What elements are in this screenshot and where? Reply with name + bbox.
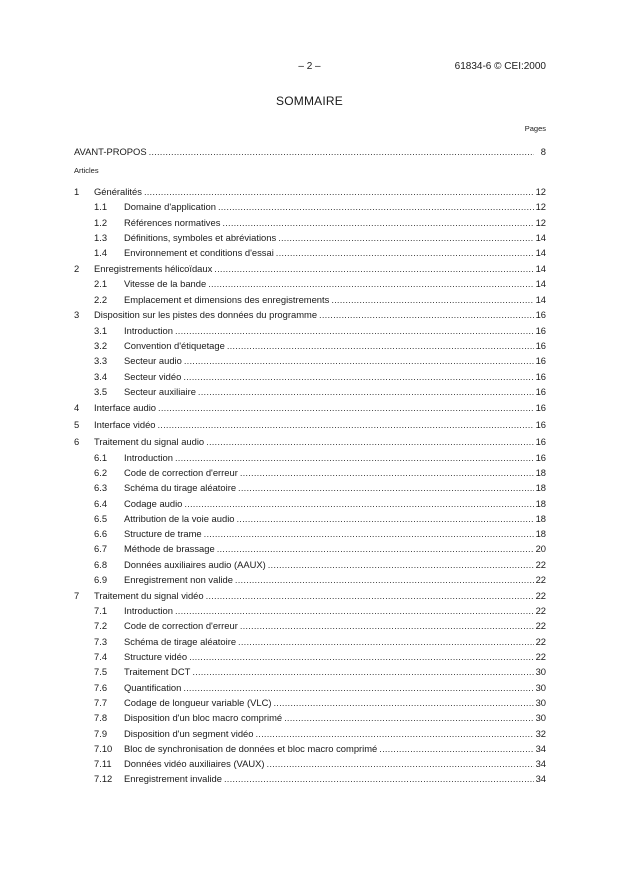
toc-entry-label: Traitement du signal vidéo bbox=[94, 589, 204, 601]
toc-entry-page: 12 bbox=[535, 216, 546, 228]
toc-entry[interactable] bbox=[74, 246, 546, 259]
toc-entry-page: 16 bbox=[535, 370, 546, 382]
toc-entry[interactable] bbox=[74, 293, 546, 306]
dot-leader bbox=[183, 370, 533, 383]
toc-entry-number: 2.2 bbox=[94, 293, 108, 305]
dot-leader bbox=[278, 231, 533, 244]
toc-entry-number: 6.2 bbox=[94, 466, 108, 478]
toc-entry[interactable] bbox=[74, 650, 546, 663]
toc-entry-number: 1.2 bbox=[94, 216, 108, 228]
toc-entry[interactable] bbox=[74, 573, 546, 586]
dot-leader bbox=[218, 200, 534, 213]
dot-leader bbox=[158, 418, 534, 431]
toc-entry-number: 7.8 bbox=[94, 712, 108, 724]
dot-leader bbox=[204, 527, 534, 540]
toc-entry-label: Schéma de tirage aléatoire bbox=[124, 635, 237, 647]
toc-entry-number: 7.7 bbox=[94, 696, 108, 708]
dot-leader bbox=[235, 573, 534, 586]
toc-entry-page: 30 bbox=[535, 666, 546, 678]
toc-entry[interactable] bbox=[74, 185, 546, 198]
toc-entry-page: 16 bbox=[535, 436, 546, 448]
toc-entry-number: 5 bbox=[74, 419, 80, 430]
toc-entry-label: Convention d'étiquetage bbox=[124, 340, 225, 351]
toc-entry[interactable] bbox=[74, 451, 546, 464]
toc-entry[interactable] bbox=[74, 401, 546, 414]
dot-leader bbox=[238, 635, 534, 648]
toc-entry[interactable] bbox=[74, 481, 546, 494]
toc-entry[interactable] bbox=[74, 589, 546, 602]
toc-entry-label: Disposition d'un bloc macro comprimé bbox=[124, 712, 283, 724]
toc-entry-label: Structure de trame bbox=[124, 528, 202, 540]
dot-leader bbox=[224, 772, 534, 785]
toc-entry[interactable] bbox=[74, 466, 546, 479]
toc-entry-label: Domaine d'application bbox=[124, 201, 216, 213]
toc-entry-label: Introduction bbox=[124, 605, 173, 617]
toc-entry[interactable] bbox=[74, 277, 546, 290]
toc-entry-page: 34 bbox=[535, 742, 546, 754]
dot-leader bbox=[274, 696, 534, 709]
toc-entry-page: 22 bbox=[535, 651, 546, 662]
toc-entry[interactable] bbox=[74, 542, 546, 555]
toc-entry-label: Secteur audio bbox=[124, 355, 182, 367]
toc-entry-label: Code de correction d'erreur bbox=[124, 620, 238, 632]
toc-entry[interactable] bbox=[74, 308, 546, 321]
dot-leader bbox=[175, 324, 534, 337]
toc-entry-page: 8 bbox=[540, 146, 546, 157]
toc-entry-page: 16 bbox=[535, 355, 546, 367]
toc-entry[interactable] bbox=[74, 711, 546, 724]
toc-entry-label: Données auxiliaires audio (AAUX) bbox=[124, 558, 266, 570]
toc-entry-label: Environnement et conditions d'essai bbox=[124, 247, 274, 259]
dot-leader bbox=[267, 757, 534, 770]
toc-entry-number: 6.9 bbox=[94, 574, 108, 585]
toc-entry-number: 1.4 bbox=[94, 247, 108, 259]
dot-leader bbox=[198, 385, 534, 398]
toc-entry[interactable] bbox=[74, 727, 546, 740]
dot-leader bbox=[379, 742, 533, 755]
toc-entry-label: Références normatives bbox=[124, 216, 221, 228]
toc-entry-label: Attribution de la voie audio bbox=[124, 512, 235, 524]
toc-entry-number: 7.10 bbox=[94, 742, 113, 754]
toc-entry[interactable] bbox=[74, 696, 546, 709]
toc-entry-number: 7.2 bbox=[94, 620, 108, 632]
toc-entry-page: 14 bbox=[535, 293, 546, 305]
toc-entry-number: 7.12 bbox=[94, 773, 113, 785]
toc-entry-number: 6 bbox=[74, 436, 80, 448]
toc-entry-page: 30 bbox=[535, 681, 546, 693]
toc-entry[interactable] bbox=[74, 527, 546, 540]
toc-entry-number: 6.7 bbox=[94, 543, 108, 555]
toc-entry-page: 14 bbox=[535, 263, 546, 274]
toc-entry[interactable] bbox=[74, 604, 546, 617]
dot-leader bbox=[240, 619, 534, 632]
toc-entry-label: Secteur vidéo bbox=[124, 370, 182, 382]
toc-entry[interactable] bbox=[74, 385, 546, 398]
toc-entry[interactable] bbox=[74, 435, 546, 448]
toc-entry-page: 22 bbox=[535, 620, 546, 632]
toc-entry[interactable] bbox=[74, 512, 546, 525]
toc-entry-number: 3.2 bbox=[94, 340, 108, 351]
page-title: SOMMAIRE bbox=[276, 94, 343, 108]
toc-entry[interactable] bbox=[74, 418, 546, 431]
toc-entry-number: 7.4 bbox=[94, 651, 108, 662]
toc-entry-number: 3 bbox=[74, 309, 80, 321]
toc-entry[interactable] bbox=[74, 497, 546, 510]
toc-entry-label: Introduction bbox=[124, 324, 173, 336]
toc-entry-page: 32 bbox=[535, 727, 546, 739]
dot-leader bbox=[206, 435, 533, 448]
dot-leader bbox=[284, 711, 533, 724]
toc-entry-page: 16 bbox=[535, 401, 546, 413]
dot-leader bbox=[268, 558, 534, 571]
toc-entry-label: Traitement du signal audio bbox=[94, 436, 205, 448]
dot-leader bbox=[175, 604, 534, 617]
dot-leader bbox=[149, 145, 534, 158]
toc-entry-number: 6.8 bbox=[94, 558, 108, 570]
toc-entry-number: 7 bbox=[74, 589, 80, 601]
dot-leader bbox=[240, 466, 534, 479]
dot-leader bbox=[144, 185, 534, 198]
toc-entry-number: 2.1 bbox=[94, 278, 108, 290]
dot-leader bbox=[237, 512, 534, 525]
toc-entry[interactable] bbox=[74, 354, 546, 367]
toc-entry-label: Bloc de synchronisation de données et bloc macro comprimé bbox=[124, 742, 378, 754]
dot-leader bbox=[183, 681, 533, 694]
toc-entry[interactable] bbox=[74, 324, 546, 337]
dot-leader bbox=[189, 650, 534, 663]
toc-entry-label: Emplacement et dimensions des enregistrements bbox=[124, 293, 330, 305]
dot-leader bbox=[175, 451, 534, 464]
toc-entry-number: 3.5 bbox=[94, 385, 108, 397]
toc-entry-label: Interface audio bbox=[94, 401, 157, 413]
toc-entry-number: 7.5 bbox=[94, 666, 108, 678]
toc-entry-page: 30 bbox=[535, 712, 546, 724]
toc-entry-label: Structure vidéo bbox=[124, 651, 188, 662]
toc-entry-number: 2 bbox=[74, 263, 80, 274]
toc-entry[interactable] bbox=[74, 231, 546, 244]
toc-entry-label: Codage audio bbox=[124, 497, 183, 509]
toc-entry-label: Quantification bbox=[124, 681, 182, 693]
dot-leader bbox=[319, 308, 534, 321]
toc-entry-label: Codage de longueur variable (VLC) bbox=[124, 696, 272, 708]
page-number: – 2 – bbox=[298, 61, 321, 72]
toc-entry-label: Méthode de brassage bbox=[124, 543, 215, 555]
dot-leader bbox=[192, 665, 533, 678]
dot-leader bbox=[276, 246, 534, 259]
dot-leader bbox=[227, 339, 534, 352]
toc-entry-page: 18 bbox=[535, 466, 546, 478]
toc-entry-page: 14 bbox=[535, 231, 546, 243]
toc-entry[interactable] bbox=[74, 216, 546, 229]
toc-entry[interactable] bbox=[74, 200, 546, 213]
toc-entry-page: 34 bbox=[535, 758, 546, 770]
document-reference: 61834-6 © CEI:2000 bbox=[454, 61, 546, 72]
toc-entry-page: 16 bbox=[535, 451, 546, 463]
toc-entry-number: 7.11 bbox=[94, 758, 112, 770]
toc-entry-page: 22 bbox=[535, 589, 546, 601]
toc-entry-number: 3.1 bbox=[94, 324, 108, 336]
toc-entry-number: 1.1 bbox=[94, 201, 108, 213]
toc-entry-number: 7.1 bbox=[94, 605, 108, 617]
toc-entry-number: 6.3 bbox=[94, 482, 108, 494]
toc-entry-label: Définitions, symboles et abréviations bbox=[124, 231, 277, 243]
toc-entry-label: Introduction bbox=[124, 451, 173, 463]
toc-entry-page: 30 bbox=[535, 696, 546, 708]
toc-entry-label: Généralités bbox=[94, 186, 142, 197]
toc-entry-label: Enregistrements hélicoïdaux bbox=[94, 263, 213, 274]
toc-entry-page: 16 bbox=[535, 309, 546, 321]
toc-entry-number: 7.3 bbox=[94, 635, 108, 647]
dot-leader bbox=[331, 293, 533, 306]
toc-entry-page: 34 bbox=[535, 773, 546, 785]
toc-entry[interactable] bbox=[74, 262, 546, 275]
toc-entry-page: 18 bbox=[535, 497, 546, 509]
dot-leader bbox=[208, 277, 533, 290]
dot-leader bbox=[184, 497, 533, 510]
toc-entry-number: 4 bbox=[74, 401, 80, 413]
toc-entry-page: 22 bbox=[535, 635, 546, 647]
dot-leader bbox=[222, 216, 533, 229]
dot-leader bbox=[158, 401, 534, 414]
toc-entry-number: 6.1 bbox=[94, 451, 108, 463]
dot-leader bbox=[238, 481, 534, 494]
toc-entry[interactable] bbox=[74, 558, 546, 571]
toc-entry[interactable] bbox=[74, 742, 546, 755]
toc-entry-page: 16 bbox=[535, 419, 546, 430]
toc-entry[interactable] bbox=[74, 665, 546, 678]
toc-entry[interactable] bbox=[74, 772, 546, 785]
dot-leader bbox=[206, 589, 534, 602]
toc-entry[interactable] bbox=[74, 339, 546, 352]
pages-column-label: Pages bbox=[524, 124, 546, 133]
toc-entry-page: 16 bbox=[535, 340, 546, 351]
toc-entry-page: 16 bbox=[535, 385, 546, 397]
toc-entry-label: Vitesse de la bande bbox=[124, 278, 207, 290]
toc-entry[interactable] bbox=[74, 757, 546, 770]
toc-entry-page: 12 bbox=[535, 186, 546, 197]
toc-entry-number: 3.3 bbox=[94, 355, 108, 367]
toc-entry-page: 12 bbox=[535, 201, 546, 213]
toc-entry-number: 7.6 bbox=[94, 681, 108, 693]
toc-entry-number: 6.4 bbox=[94, 497, 108, 509]
toc-entry-label: Disposition d'un segment vidéo bbox=[124, 727, 254, 739]
toc-entry-label: Enregistrement non valide bbox=[124, 574, 233, 585]
toc-entry-page: 14 bbox=[535, 278, 546, 290]
toc-entry-page: 16 bbox=[535, 324, 546, 336]
toc-entry-label: Disposition sur les pistes des données du programme bbox=[94, 309, 318, 321]
toc-entry-label: AVANT-PROPOS bbox=[74, 146, 147, 157]
toc-entry-page: 18 bbox=[535, 528, 546, 540]
toc-entry-number: 7.9 bbox=[94, 727, 108, 739]
dot-leader bbox=[217, 542, 534, 555]
toc-entry-number: 3.4 bbox=[94, 370, 108, 382]
toc-entry-label: Schéma du tirage aléatoire bbox=[124, 482, 237, 494]
toc-entry-number: 1.3 bbox=[94, 231, 108, 243]
toc-entry-page: 22 bbox=[535, 574, 546, 585]
toc-entry-label: Données vidéo auxiliaires (VAUX) bbox=[124, 758, 265, 770]
toc-entry-number: 6.5 bbox=[94, 512, 108, 524]
toc-entry-page: 20 bbox=[535, 543, 546, 555]
toc-entry-number: 1 bbox=[74, 186, 80, 197]
toc-entry[interactable] bbox=[74, 681, 546, 694]
toc-entry-page: 18 bbox=[535, 482, 546, 494]
toc-entry-label: Interface vidéo bbox=[94, 419, 156, 430]
articles-label: Articles bbox=[74, 166, 99, 175]
toc-entry[interactable] bbox=[74, 370, 546, 383]
toc-entry-number: 6.6 bbox=[94, 528, 108, 540]
toc-entry-page: 22 bbox=[535, 558, 546, 570]
dot-leader bbox=[214, 262, 533, 275]
dot-leader bbox=[184, 354, 534, 367]
toc-entry-label: Enregistrement invalide bbox=[124, 773, 222, 785]
dot-leader bbox=[255, 727, 533, 740]
toc-entry-label: Code de correction d'erreur bbox=[124, 466, 238, 478]
toc-entry-label: Traitement DCT bbox=[124, 666, 191, 678]
toc-entry[interactable] bbox=[74, 635, 546, 648]
toc-entry[interactable] bbox=[74, 619, 546, 632]
toc-entry-page: 14 bbox=[535, 247, 546, 259]
toc-entry-label: Secteur auxiliaire bbox=[124, 385, 196, 397]
toc-entry-foreword[interactable] bbox=[74, 145, 546, 158]
toc-entry-page: 18 bbox=[535, 512, 546, 524]
toc-entry-page: 22 bbox=[535, 605, 546, 617]
